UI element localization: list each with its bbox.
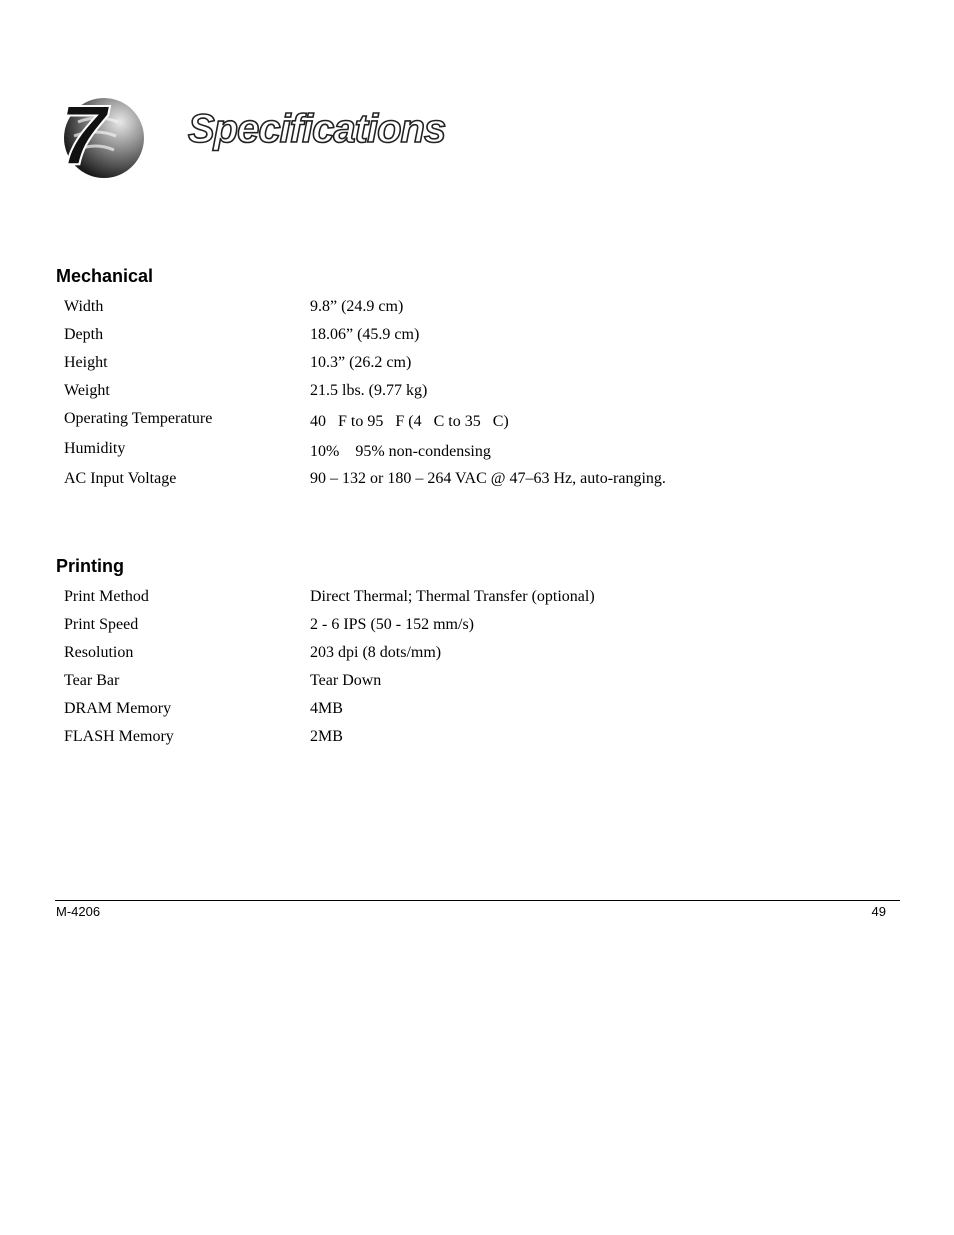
spec-row-height (64, 352, 884, 380)
footer-divider (55, 900, 900, 901)
spec-row-print-speed (64, 614, 884, 642)
footer-document-id: M-4206 (56, 904, 101, 919)
spec-value: 4MB (310, 700, 343, 717)
spec-value: 2 - 6 IPS (50 - 152 mm/s) (310, 616, 474, 633)
spec-row-humidity (64, 438, 884, 468)
spec-row-depth (64, 324, 884, 352)
mechanical-spec-table (64, 296, 884, 496)
spec-row-ac-input-voltage (64, 468, 884, 496)
spec-value: 10% 95% non-condensing (310, 443, 491, 460)
spec-label: Tear Bar (64, 672, 120, 689)
spec-value: 2MB (310, 728, 343, 745)
spec-label: Width (64, 298, 104, 315)
spec-label: DRAM Memory (64, 700, 172, 717)
section-heading-mechanical: Mechanical (56, 266, 154, 286)
spec-label: Weight (64, 382, 110, 399)
spec-label: Height (64, 354, 108, 371)
spec-value: 90 – 132 or 180 – 264 VAC @ 47–63 Hz, auto-ranging. (310, 470, 666, 487)
spec-label: Depth (64, 326, 104, 343)
spec-row-print-method (64, 586, 884, 614)
spec-row-resolution (64, 642, 884, 670)
spec-value: 10.3” (26.2 cm) (310, 354, 412, 371)
spec-label: Resolution (64, 644, 134, 661)
chapter-title (186, 92, 446, 162)
spec-row-flash-memory (64, 726, 884, 754)
footer-page-number: 49 (871, 904, 886, 919)
spec-row-width (64, 296, 884, 324)
spec-value: 21.5 lbs. (9.77 kg) (310, 382, 428, 399)
chapter-number-badge (58, 92, 146, 180)
spec-label: Print Speed (64, 616, 139, 633)
spec-row-weight (64, 380, 884, 408)
spec-value: Tear Down (310, 672, 382, 689)
spec-row-tear-bar (64, 670, 884, 698)
spec-value: 40 F to 95 F (4 C to 35 C) (310, 413, 509, 430)
section-heading-printing: Printing (56, 556, 124, 576)
spec-value: 203 dpi (8 dots/mm) (310, 644, 442, 661)
spec-label: AC Input Voltage (64, 470, 177, 487)
printing-spec-table (64, 586, 884, 754)
spec-label: Humidity (64, 440, 126, 457)
spec-row-operating-temperature (64, 408, 884, 438)
spec-value: Direct Thermal; Thermal Transfer (optional) (310, 588, 595, 605)
spec-label: Operating Temperature (64, 410, 213, 427)
spec-row-dram-memory (64, 698, 884, 726)
chapter-title-text: Specifications (188, 107, 446, 151)
spec-value: 18.06” (45.9 cm) (310, 326, 420, 343)
spec-label: FLASH Memory (64, 728, 174, 745)
chapter-number: 7 (60, 92, 107, 180)
spec-label: Print Method (64, 588, 149, 605)
spec-value: 9.8” (24.9 cm) (310, 298, 404, 315)
